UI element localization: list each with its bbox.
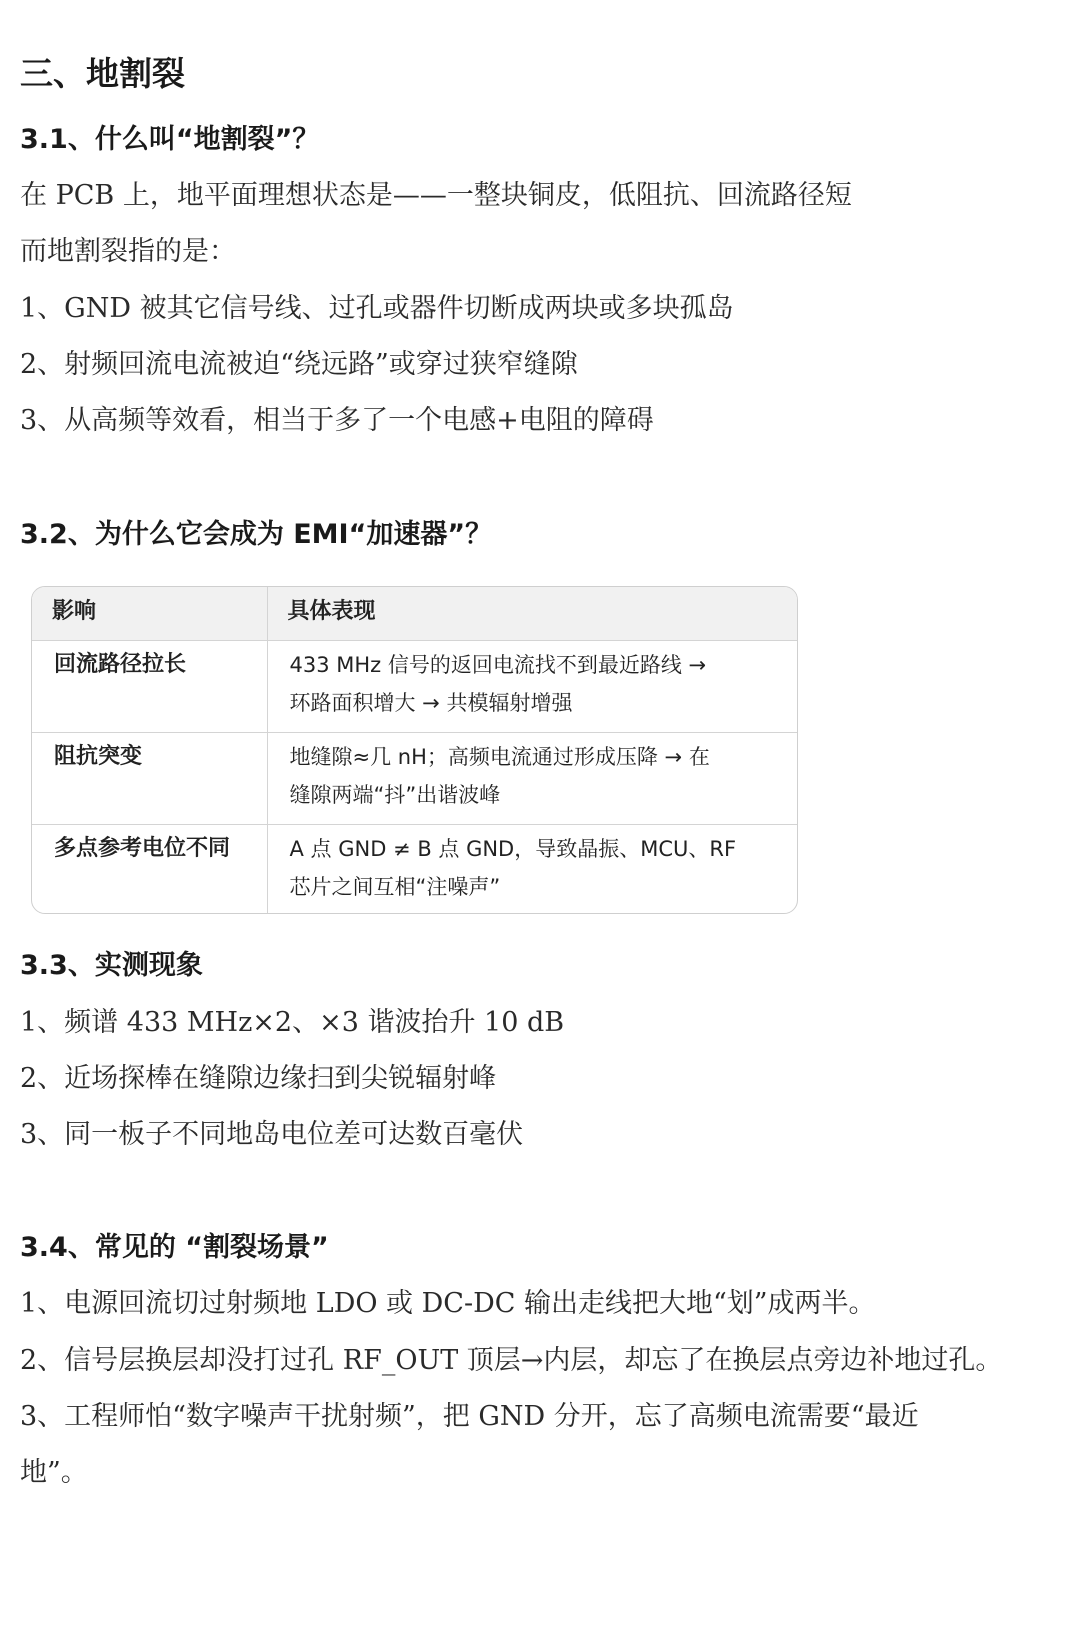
table-cell-key: 回流路径拉长 bbox=[32, 640, 267, 732]
list-item: 1、电源回流切过射频地 LDO 或 DC-DC 输出走线把大地“划”成两半。 bbox=[20, 1288, 876, 1319]
heading-3-3: 3.3、实测现象 bbox=[20, 950, 203, 981]
table-row bbox=[32, 640, 797, 732]
table-header-detail: 具体表现 bbox=[267, 587, 797, 640]
cell-line: 环路面积增大 → 共模辐射增强 bbox=[289, 690, 573, 715]
list-item: 3、从高频等效看，相当于多了一个电感+电阻的障碍 bbox=[20, 405, 654, 436]
section-title: 三、地割裂 bbox=[20, 54, 185, 93]
list-item: 2、信号层换层却没打过孔 RF_OUT 顶层→内层，却忘了在换层点旁边补地过孔。 bbox=[20, 1345, 1003, 1376]
emi-table bbox=[31, 586, 798, 914]
table-cell-value bbox=[267, 824, 797, 914]
cell-line: 芯片之间互相“注噪声” bbox=[289, 874, 501, 899]
paragraph-line: 在 PCB 上，地平面理想状态是——一整块铜皮，低阻抗、回流路径短 bbox=[20, 180, 852, 211]
heading-3-2: 3.2、为什么它会成为 EMI“加速器”？ bbox=[20, 519, 493, 550]
list-item: 3、同一板子不同地岛电位差可达数百毫伏 bbox=[20, 1119, 524, 1150]
table-row bbox=[32, 824, 797, 914]
list-item: 1、频谱 433 MHz×2、×3 谐波抬升 10 dB bbox=[20, 1007, 565, 1038]
cell-line: A 点 GND ≠ B 点 GND，导致晶振、MCU、RF bbox=[289, 836, 737, 861]
table-header-impact: 影响 bbox=[32, 587, 267, 640]
list-item: 3、工程师怕“数字噪声干扰射频”，把 GND 分开，忘了高频电流需要“最近 bbox=[20, 1401, 919, 1432]
heading-3-4: 3.4、常见的 “割裂场景” bbox=[20, 1232, 329, 1263]
list-item: 2、近场探棒在缝隙边缘扫到尖锐辐射峰 bbox=[20, 1063, 497, 1094]
list-item: 2、射频回流电流被迫“绕远路”或穿过狭窄缝隙 bbox=[20, 349, 578, 380]
paragraph-line: 而地割裂指的是： bbox=[20, 236, 236, 267]
cell-line: 缝隙两端“抖”出谐波峰 bbox=[289, 782, 501, 807]
table-row bbox=[32, 732, 797, 824]
table-cell-value bbox=[267, 640, 797, 732]
list-item: 1、GND 被其它信号线、过孔或器件切断成两块或多块孤岛 bbox=[20, 293, 734, 324]
cell-line: 433 MHz 信号的返回电流找不到最近路线 → bbox=[289, 652, 707, 677]
table-cell-value bbox=[267, 732, 797, 824]
heading-3-1: 3.1、什么叫“地割裂”？ bbox=[20, 124, 320, 155]
table-cell-key: 阻抗突变 bbox=[32, 732, 267, 824]
cell-line: 地缝隙≈几 nH；高频电流通过形成压降 → 在 bbox=[289, 744, 710, 769]
list-item: 地”。 bbox=[20, 1457, 88, 1488]
table-cell-key: 多点参考电位不同 bbox=[32, 824, 267, 914]
